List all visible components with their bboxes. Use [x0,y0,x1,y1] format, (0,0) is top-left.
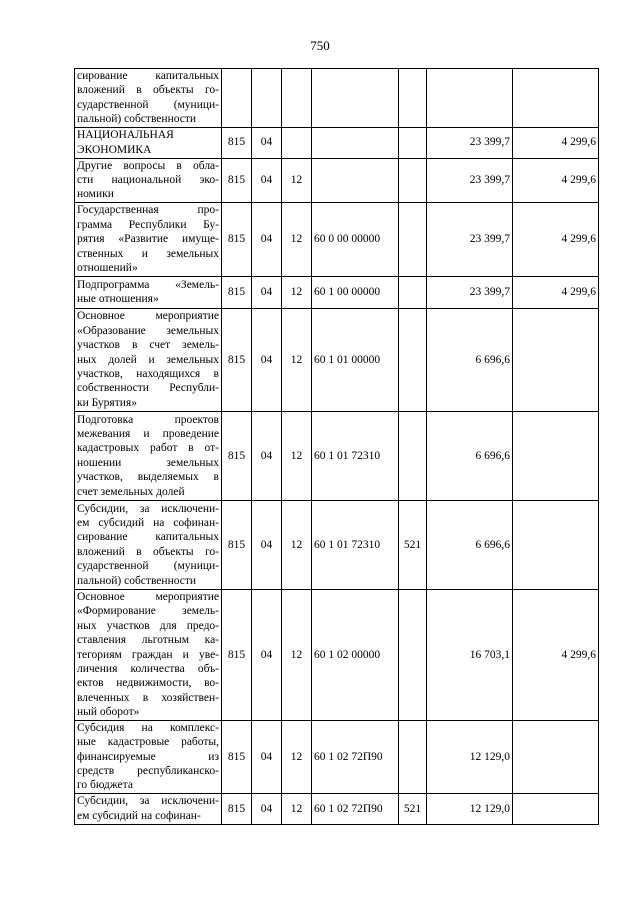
row-name-line: пальной) собственности [77,113,197,126]
row-name-line: Субсидия на комплекс- [77,721,219,734]
expense-type-cell: 521 [399,500,427,589]
table-row [75,720,599,793]
row-name-cell [75,793,222,824]
expense-type-cell [399,720,427,793]
page-number: 750 [310,38,330,53]
section-code-cell: 04 [252,720,282,793]
row-name-cell [75,500,222,589]
row-name-line: Основное мероприятие [77,310,219,323]
amount-1-cell: 23 399,7 [427,127,513,158]
target-article-cell: 60 1 01 00000 [312,308,399,411]
expense-type-cell [399,127,427,158]
table-row [75,500,599,589]
amount-2-cell: 4 299,6 [513,589,599,720]
subsection-code-cell [282,69,312,128]
amount-2-cell [513,720,599,793]
row-name-line: средств республиканско- [77,765,219,778]
amount-2-cell [513,793,599,824]
ved-code-cell: 815 [222,308,252,411]
subsection-code-cell: 12 [282,411,312,500]
subsection-code-cell: 12 [282,720,312,793]
subsection-code-cell: 12 [282,589,312,720]
table-row [75,276,599,308]
row-name-line: счет земельных долей [77,485,185,498]
row-name-line: ные кадастровые работы, [77,736,219,749]
target-article-cell: 60 1 00 00000 [312,276,399,308]
amount-2-cell [513,69,599,128]
subsection-code-cell: 12 [282,202,312,276]
target-article-cell: 60 1 02 72П90 [312,793,399,824]
expense-type-cell [399,411,427,500]
table-row [75,411,599,500]
row-name-cell [75,276,222,308]
row-name-line: участков, выделяемых в [77,471,219,484]
row-name-line: сирование капитальных [77,70,219,82]
expense-type-cell [399,276,427,308]
row-name-cell [75,127,222,158]
table-row [75,158,599,202]
expense-type-cell [399,589,427,720]
table-row [75,69,599,128]
amount-1-cell: 16 703,1 [427,589,513,720]
row-name-line: грамма Республики Бу- [77,218,219,231]
amount-1-cell: 6 696,6 [427,500,513,589]
amount-1-cell: 6 696,6 [427,308,513,411]
table-row [75,793,599,824]
amount-1-cell [427,69,513,128]
section-code-cell: 04 [252,793,282,824]
budget-table [74,68,599,825]
row-name-line: межевания и проведение [77,428,219,441]
row-name-cell [75,69,222,128]
row-name-line: Основное мероприятие [77,591,219,604]
subsection-code-cell: 12 [282,308,312,411]
row-name-line: ставления льготным ка- [77,634,219,647]
table-row [75,589,599,720]
section-code-cell: 04 [252,589,282,720]
expense-type-cell [399,69,427,128]
expense-type-cell [399,158,427,202]
ved-code-cell: 815 [222,411,252,500]
ved-code-cell: 815 [222,276,252,308]
row-name-line: ектов недвижимости, во- [77,677,219,690]
row-name-line: участков, находящихся в [77,368,219,381]
subsection-code-cell: 12 [282,500,312,589]
row-name-line: ем субсидий на софинан- [77,517,219,530]
expense-type-cell [399,202,427,276]
target-article-cell [312,158,399,202]
table-row [75,308,599,411]
table-row [75,202,599,276]
section-code-cell: 04 [252,500,282,589]
section-code-cell: 04 [252,411,282,500]
row-name-line: кадастровых работ в от- [77,442,219,455]
expense-type-cell [399,308,427,411]
row-name-line: влеченных в хозяйствен- [77,691,219,704]
amount-2-cell: 4 299,6 [513,276,599,308]
amount-1-cell: 6 696,6 [427,411,513,500]
row-name-line: Подпрограмма «Земель- [77,278,219,291]
row-name-line: вложений в объекты го- [77,545,219,558]
amount-1-cell: 12 129,0 [427,720,513,793]
section-code-cell: 04 [252,276,282,308]
row-name-line: НАЦИОНАЛЬНАЯ [77,129,174,142]
ved-code-cell: 815 [222,720,252,793]
row-name-line: финансируемые из [77,750,219,763]
row-name-line: го бюджета [77,779,133,792]
section-code-cell: 04 [252,127,282,158]
row-name-line: ный оборот» [77,706,140,719]
ved-code-cell: 815 [222,793,252,824]
row-name-line: ношении земельных [77,456,219,469]
ved-code-cell [222,69,252,128]
row-name-cell [75,158,222,202]
ved-code-cell: 815 [222,127,252,158]
expense-type-cell: 521 [399,793,427,824]
section-code-cell: 04 [252,158,282,202]
amount-1-cell: 12 129,0 [427,793,513,824]
row-name-cell [75,308,222,411]
target-article-cell: 60 1 01 72310 [312,411,399,500]
row-name-line: Другие вопросы в обла- [77,159,219,172]
row-name-line: рятия «Развитие имуще- [77,233,219,246]
row-name-line: тегориям граждан и уве- [77,648,219,661]
amount-1-cell: 23 399,7 [427,276,513,308]
row-name-line: ем субсидий на софинан- [77,809,201,822]
row-name-cell [75,411,222,500]
row-name-line: сударственной (муници- [77,98,219,111]
row-name-line: ки Бурятия» [77,396,137,409]
row-name-line: собственности Республи- [77,382,219,395]
amount-2-cell: 4 299,6 [513,202,599,276]
table-row [75,127,599,158]
row-name-line: «Формирование земель- [77,605,219,618]
section-code-cell: 04 [252,202,282,276]
section-code-cell [252,69,282,128]
amount-2-cell [513,411,599,500]
ved-code-cell: 815 [222,202,252,276]
row-name-cell [75,720,222,793]
ved-code-cell: 815 [222,158,252,202]
amount-1-cell: 23 399,7 [427,202,513,276]
row-name-line: ЭКОНОМИКА [77,143,152,156]
target-article-cell [312,127,399,158]
row-name-line: «Образование земельных [77,324,219,337]
row-name-line: Подготовка проектов [77,413,219,426]
subsection-code-cell: 12 [282,276,312,308]
amount-2-cell [513,308,599,411]
target-article-cell: 60 1 02 00000 [312,589,399,720]
subsection-code-cell: 12 [282,793,312,824]
row-name-cell [75,202,222,276]
target-article-cell [312,69,399,128]
target-article-cell: 60 1 02 72П90 [312,720,399,793]
subsection-code-cell: 12 [282,158,312,202]
row-name-line: Государственная про- [77,204,219,217]
row-name-line: сти национальной эко- [77,174,219,187]
amount-2-cell: 4 299,6 [513,127,599,158]
target-article-cell: 60 0 00 00000 [312,202,399,276]
row-name-cell [75,589,222,720]
target-article-cell: 60 1 01 72310 [312,500,399,589]
row-name-line: сирование капитальных [77,531,219,544]
row-name-line: пальной) собственности [77,574,197,587]
row-name-line: ные отношения» [77,293,159,306]
ved-code-cell: 815 [222,500,252,589]
row-name-line: вложений в объекты го- [77,84,219,97]
ved-code-cell: 815 [222,589,252,720]
row-name-line: номики [77,188,114,201]
row-name-line: Субсидии, за исключени- [77,795,219,808]
section-code-cell: 04 [252,308,282,411]
row-name-line: ных участков для предо- [77,619,219,632]
subsection-code-cell [282,127,312,158]
row-name-line: участков в счет земель- [77,339,219,352]
amount-2-cell: 4 299,6 [513,158,599,202]
row-name-line: Субсидии, за исключени- [77,502,219,515]
row-name-line: ственных и земельных [77,247,219,260]
amount-1-cell: 23 399,7 [427,158,513,202]
row-name-line: сударственной (муници- [77,560,219,573]
row-name-line: личения количества объ- [77,663,219,676]
amount-2-cell [513,500,599,589]
row-name-line: отношений» [77,261,138,274]
row-name-line: ных долей и земельных [77,353,219,366]
